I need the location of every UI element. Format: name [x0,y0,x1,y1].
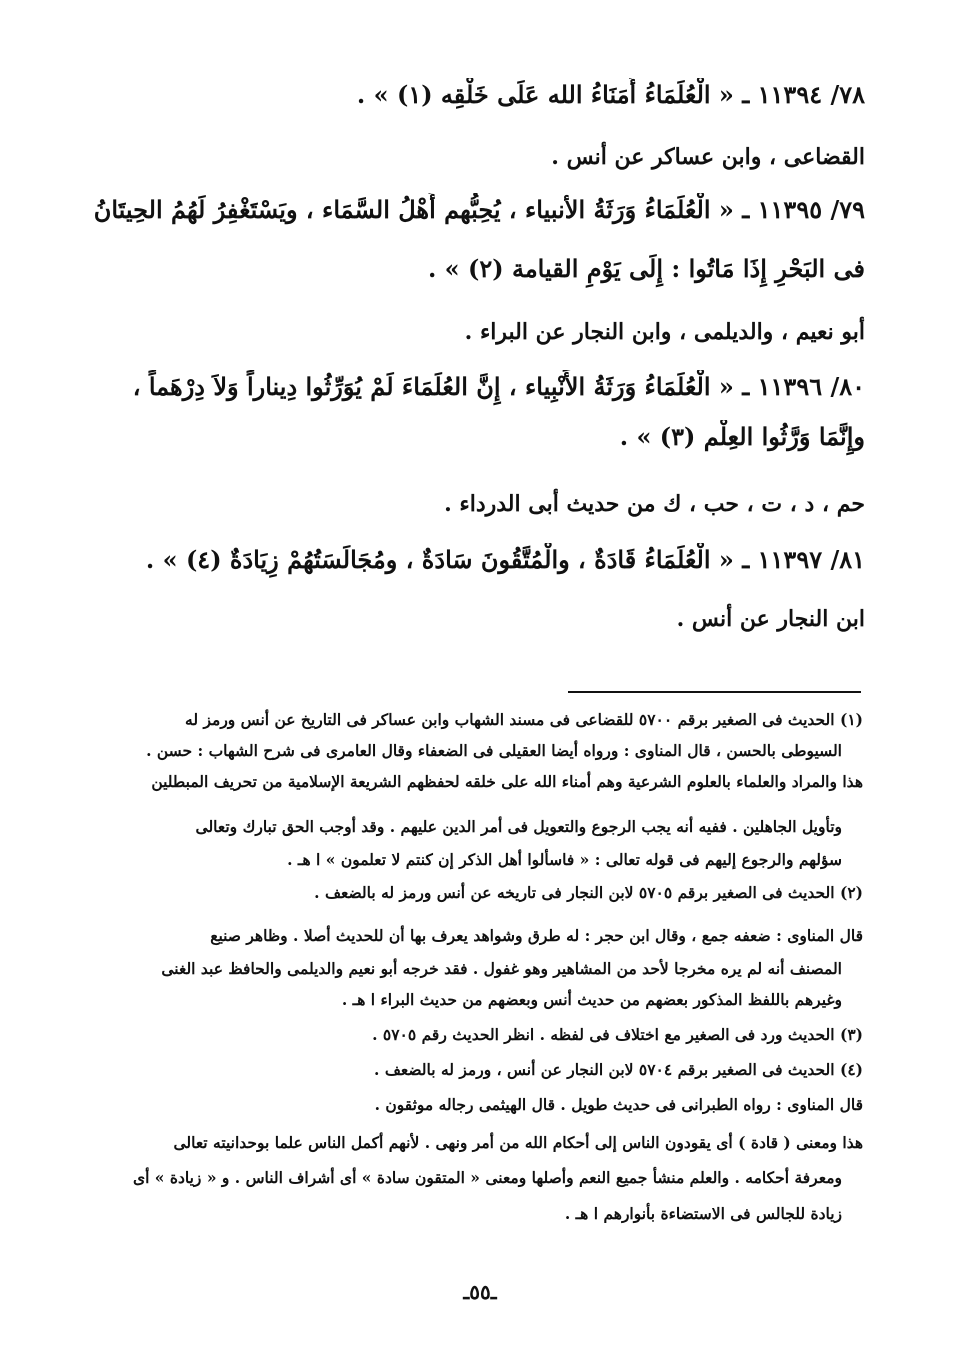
footnote-line: زيادة للجالس فى الاستضاءة بأنوارهم ا هـ . [564,1204,842,1223]
footnote-line: هذا ومعنى ( قادة ) أى يقودون الناس إلى أحكام الله من أمر ونهى . لأنهم أكمل الناس علما بوحدانيته تعالى [173,1133,863,1152]
footnote-line: (٢) الحديث فى الصغير برقم ٥٧٠٥ لابن النجار فى تاريخه عن أنس ورمز له بالضعف . [314,883,863,902]
hadith-80-line-2: وإِنَّمَا وَرَّثُوا العِلْم (٣) » . [619,422,865,451]
hadith-80-line-1: ٨٠/ ١١٣٩٦ ـ « الْعُلَمَاءُ وَرَثَةُ الأَنْبِياء ، إِنَّ العُلَمَاءَ لَمْ يُوَرِّثُوا دِيناراً وَلاَ دِرْهَماً ، [132,372,865,401]
footnote-line: وتأويل الجاهلين . ففيه أنه يجب الرجوع والتعويل فى أمر الدين عليهم . وقد أوجب الحق تبارك وتعالى [195,817,842,836]
footnote-line: وغيرهم باللفظ المذكور بعضهم من حديث أنس وبعضهم من حديث البراء ا هـ . [341,990,842,1009]
footnote-line: السيوطى بالحسن ، قال المناوى : ورواه أيضا العقيلى فى الضعفاء وقال العامرى فى شرح الشهاب : حسن . [146,741,842,760]
page-number: ـ٥٥ـ [463,1280,497,1304]
hadith-79-line-1: ٧٩/ ١١٣٩٥ ـ « الْعُلَمَاءُ وَرَثَةُ الأنبياء ، يُحِبُّهم أَهْلُ السَّمَاء ، ويَسْتَغْفِرُ لَهُمُ الحِيتَانُ [93,195,865,224]
footnote-line: هذا والمراد والعلماء بالعلوم الشرعية وهم أمناء الله على خلقه لحفظهم الشريعة الإسلامية من تحريف المبطلين [151,772,863,791]
source-line: حم ، د ، ت ، حب ، ك من حديث أبى الدرداء . [444,491,865,517]
footnote-line: ومعرفة أحكامه . والعلم منشأ جميع النعم وأصلها ومعنى « المتقون سادة » أى أشراف الناس . و « زيادة » أى [132,1168,842,1187]
hadith-81-line: ٨١/ ١١٣٩٧ ـ « الْعُلَمَاءُ قَادَةٌ ، والْمُتَّقُونَ سَادَةٌ ، ومُجَالَسَتُهُمْ زِيَادَةٌ (٤) » . [145,545,865,574]
footnote-line: سؤلهم والرجوع إليهم فى قوله تعالى : « فاسألوا أهل الذكر إن كنتم لا تعلمون » ا هـ . [287,850,842,869]
hadith-79-line-2: فى البَحْرِ إِذَا مَاتُوا : إِلَى يَوْمِ القيامة (٢) » . [427,254,865,283]
footnote-separator [568,691,861,693]
source-line: أبو نعيم ، والديلمى ، وابن النجار عن البراء . [464,319,865,345]
source-line: ابن النجار عن أنس . [676,606,865,632]
hadith-78-line: ٧٨/ ١١٣٩٤ ـ « الْعُلَمَاءُ أُمَنَاءُ الله عَلَى خَلْقِه (١) » . [356,80,865,109]
footnote-line: قال المناوى : ضعفه جمع ، وقال ابن حجر : له طرق وشواهد يعرف بها أن للحديث أصلا . وظاهر صنيع [210,926,863,945]
source-line: القضاعى ، وابن عساكر عن أنس . [551,144,865,170]
footnote-line: قال المناوى : رواه الطبرانى فى حديث طويل . قال الهيثمى رجاله موثقون . [374,1095,863,1114]
footnote-line: (٣) الحديث ورد فى الصغير مع اختلاف فى لفظه . انظر الحديث رقم ٥٧٠٥ . [372,1025,863,1044]
footnote-line: المصنف أنه لم يره مخرجا لأحد من المشاهير وهو غفول . فقد خرجه أبو نعيم والديلمى والحافظ عبد الغنى [161,959,842,978]
footnote-line: (٤) الحديث فى الصغير برقم ٥٧٠٤ لابن النجار عن أنس ، ورمز له بالضعف . [374,1060,863,1079]
footnote-line: (١) الحديث فى الصغير برقم ٥٧٠٠ للقضاعى فى مسند الشهاب وابن عساكر فى التاريخ عن أنس ورمز له [185,710,863,729]
